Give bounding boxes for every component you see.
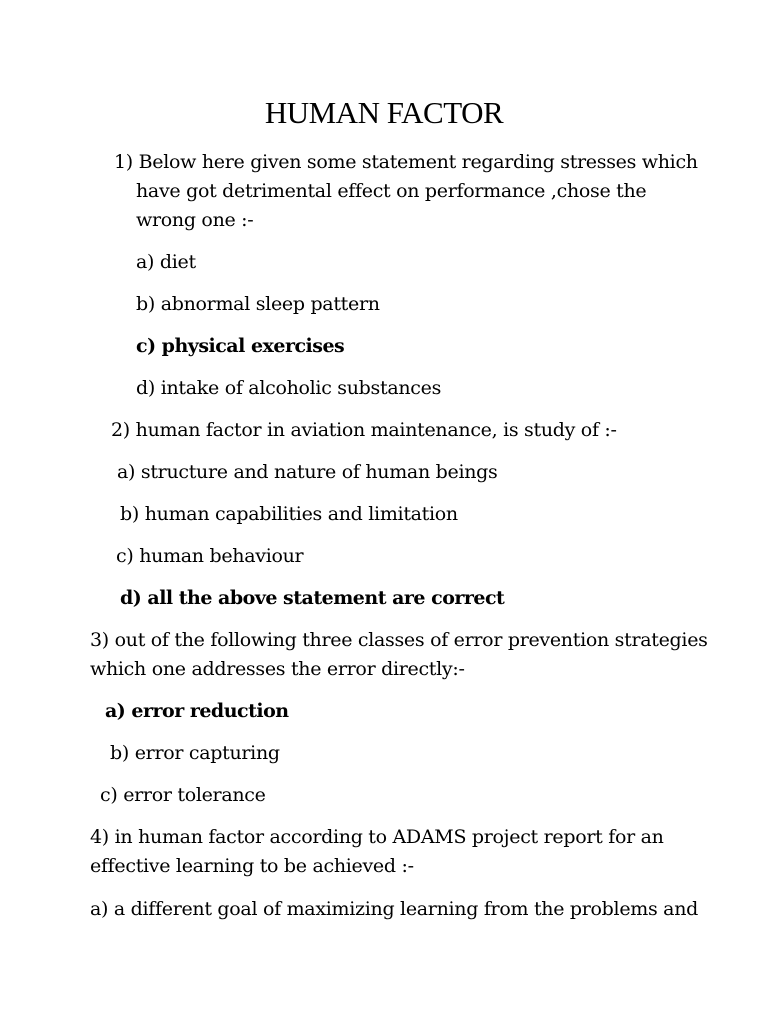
question-3-text-line-1: 3) out of the following three classes of error prevention strategies xyxy=(90,629,708,651)
question-1-option-d: d) intake of alcoholic substances xyxy=(136,377,442,399)
question-1-option-c-answer: c) physical exercises xyxy=(136,335,345,357)
question-3-option-c: c) error tolerance xyxy=(100,784,266,806)
question-3-text-line-2: which one addresses the error directly:- xyxy=(90,658,465,680)
question-1-option-b: b) abnormal sleep pattern xyxy=(136,293,380,315)
question-2-text: 2) human factor in aviation maintenance, is study of :- xyxy=(111,419,617,441)
question-4-option-a: a) a different goal of maximizing learning from the problems and xyxy=(90,898,698,920)
question-2-option-b: b) human capabilities and limitation xyxy=(120,503,458,525)
question-1-text-line-2: have got detrimental effect on performance ,chose the xyxy=(136,180,647,202)
question-1-text-line-3: wrong one :- xyxy=(136,209,254,231)
question-3-option-b: b) error capturing xyxy=(110,742,280,764)
question-3-option-a-answer: a) error reduction xyxy=(105,700,289,722)
question-2-option-d-answer: d) all the above statement are correct xyxy=(120,587,505,609)
question-4-text-line-1: 4) in human factor according to ADAMS project report for an xyxy=(90,826,664,848)
question-2-option-c: c) human behaviour xyxy=(116,545,304,567)
question-1-text-line-1: 1) Below here given some statement regarding stresses which xyxy=(114,151,698,173)
page-title: HUMAN FACTOR xyxy=(264,95,504,130)
question-1-option-a: a) diet xyxy=(136,251,196,273)
question-2-option-a: a) structure and nature of human beings xyxy=(117,461,498,483)
question-4-text-line-2: effective learning to be achieved :- xyxy=(90,855,414,877)
